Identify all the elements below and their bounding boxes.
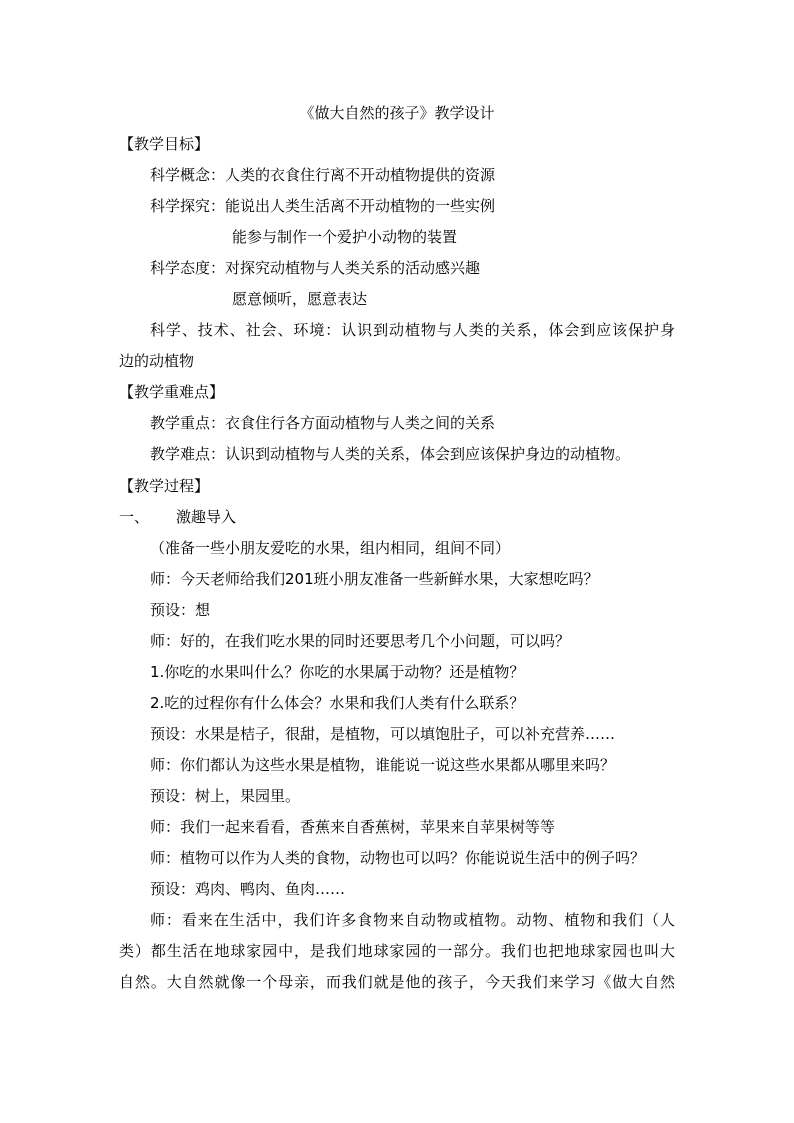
section-number: 一、: [119, 508, 150, 526]
goal-concept: 科学概念：人类的衣食住行离不开动植物提供的资源: [150, 166, 496, 184]
goal-stse-1: 科学、技术、社会、环境：认识到动植物与人类的关系，体会到应该保护身: [150, 321, 675, 339]
process-line: 师：今天老师给我们201班小朋友准备一些新鲜水果，大家想吃吗？: [150, 570, 599, 588]
goal-attitude-1: 科学态度：对探究动植物与人类关系的活动感兴趣: [150, 259, 481, 277]
process-line: 师：植物可以作为人类的食物，动物也可以吗？你能说说生活中的例子吗？: [150, 849, 646, 867]
process-line: 2.吃的过程你有什么体会？水果和我们人类有什么联系？: [150, 694, 525, 712]
process-line: 师：好的，在我们吃水果的同时还要思考几个小问题，可以吗？: [150, 632, 571, 650]
process-line: 师：我们一起来看看，香蕉来自香蕉树，苹果来自苹果树等等: [150, 818, 556, 836]
key-points-heading: 【教学重难点】: [119, 383, 225, 401]
process-line: 1.你吃的水果叫什么？你吃的水果属于动物？还是植物？: [150, 663, 525, 681]
closing-paragraph-line-3: 自然。大自然就像一个母亲，而我们就是他的孩子，今天我们来学习《做大自然: [119, 973, 675, 991]
process-line: 预设：鸡肉、鸭肉、鱼肉……: [150, 880, 346, 898]
goal-attitude-2: 愿意倾听，愿意表达: [232, 290, 368, 308]
goal-inquiry-2: 能参与制作一个爱护小动物的装置: [232, 228, 458, 246]
goal-inquiry-1: 科学探究：能说出人类生活离不开动植物的一些实例: [150, 197, 496, 215]
process-line: 预设：水果是桔子，很甜，是植物，可以填饱肚子，可以补充营养……: [150, 725, 616, 743]
closing-paragraph-line-1: 师：看来在生活中，我们许多食物来自动物或植物。动物、植物和我们（人: [150, 911, 675, 929]
key-point-focus: 教学重点：衣食住行各方面动植物与人类之间的关系: [150, 414, 496, 432]
section-title: 激趣导入: [176, 508, 237, 526]
closing-paragraph-line-2: 类）都生活在地球家园中，是我们地球家园的一部分。我们也把地球家园也叫大: [119, 942, 675, 960]
process-line: 预设：树上，果园里。: [150, 787, 301, 805]
document-title: 《做大自然的孩子》教学设计: [299, 104, 495, 122]
process-line: 预设：想: [150, 601, 211, 619]
goal-stse-2: 边的动植物: [119, 352, 195, 370]
process-line: 师：你们都认为这些水果是植物，谁能说一说这些水果都从哪里来吗？: [150, 756, 616, 774]
process-heading: 【教学过程】: [119, 477, 210, 495]
process-line: （准备一些小朋友爱吃的水果，组内相同，组间不同）: [150, 539, 511, 557]
goals-heading: 【教学目标】: [119, 135, 210, 153]
key-point-difficulty: 教学难点：认识到动植物与人类的关系，体会到应该保护身边的动植物。: [150, 445, 631, 463]
